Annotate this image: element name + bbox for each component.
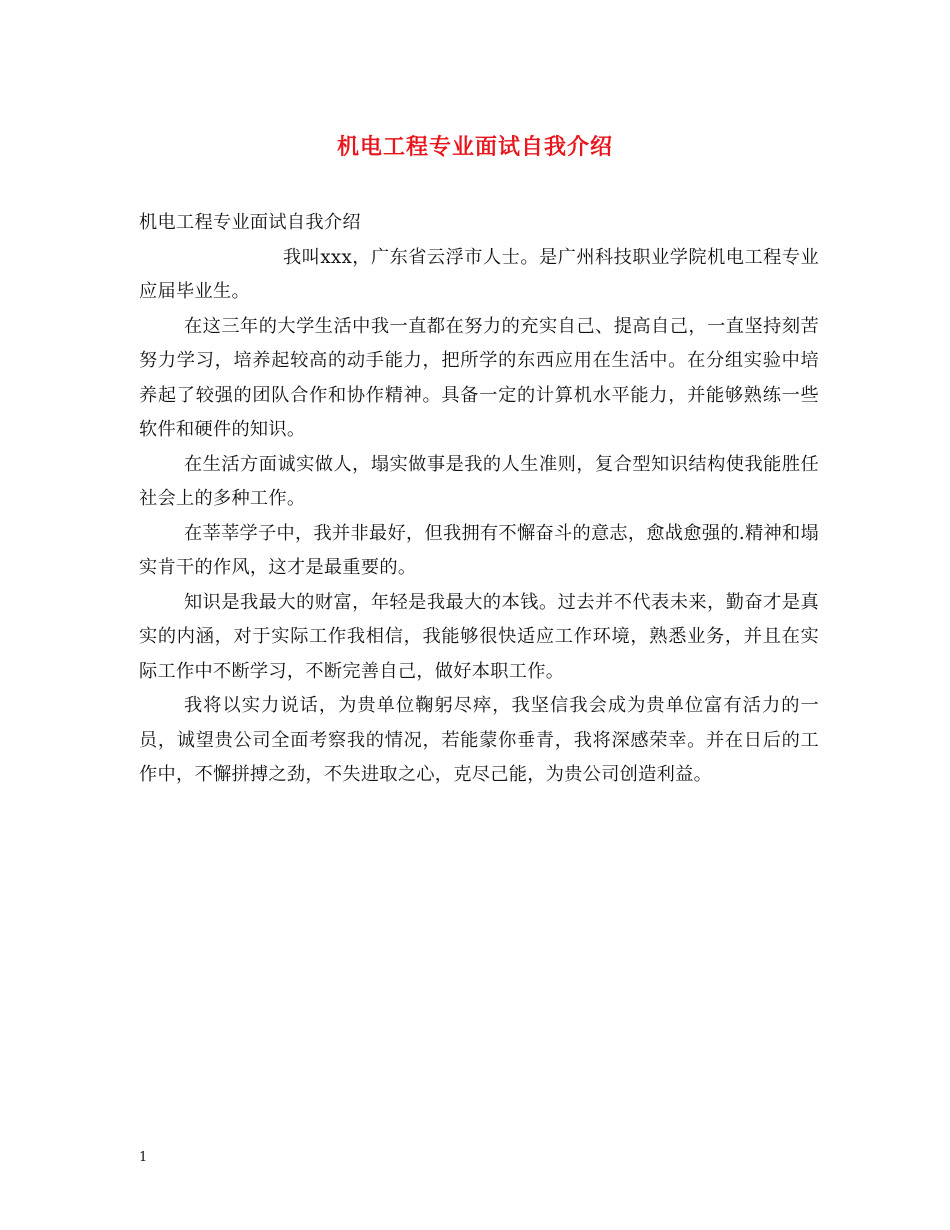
paragraph-life-principles: 在生活方面诚实做人，塌实做事是我的人生准则，复合型知识结构使我能胜任社会上的多种工作。 <box>139 453 819 509</box>
document-body <box>139 206 819 793</box>
paragraph-closing: 我将以实力说话，为贵单位鞠躬尽瘁，我坚信我会成为贵单位富有活力的一员，诚望贵公司全面考察我的情况，若能蒙你垂青，我将深感荣幸。并在日后的工作中，不懈拼搏之劲，不失进取之心，克尽己能，为贵公司创造利益。 <box>139 695 819 785</box>
paragraph-introduction: 我叫xxx，广东省云浮市人士。是广州科技职业学院机电工程专业应届毕业生。 <box>139 246 819 302</box>
document-title: 机电工程专业面试自我介绍 <box>336 134 613 160</box>
paragraph-knowledge-youth: 知识是我最大的财富，年轻是我最大的本钱。过去并不代表未来，勤奋才是真实的内涵，对于实际工作我相信，我能够很快适应工作环境，熟悉业务，并且在实际工作中不断学习，不断完善自己，做好本职工作。 <box>139 591 819 682</box>
paragraph-university-life: 在这三年的大学生活中我一直都在努力的充实自己、提高自己，一直坚持刻苦努力学习，培养起较高的动手能力，把所学的东西应用在生活中。在分组实验中培养起了较强的团队合作和协作精神。具备一定的计算机水平能力，并能够熟练一些软件和硬件的知识。 <box>139 315 819 440</box>
paragraph-perseverance: 在莘莘学子中，我并非最好，但我拥有不懈奋斗的意志，愈战愈强的.精神和塌实肯干的作风，这才是最重要的。 <box>139 522 819 578</box>
page-number: 1 <box>139 1150 148 1165</box>
document-subtitle: 机电工程专业面试自我介绍 <box>139 212 361 233</box>
